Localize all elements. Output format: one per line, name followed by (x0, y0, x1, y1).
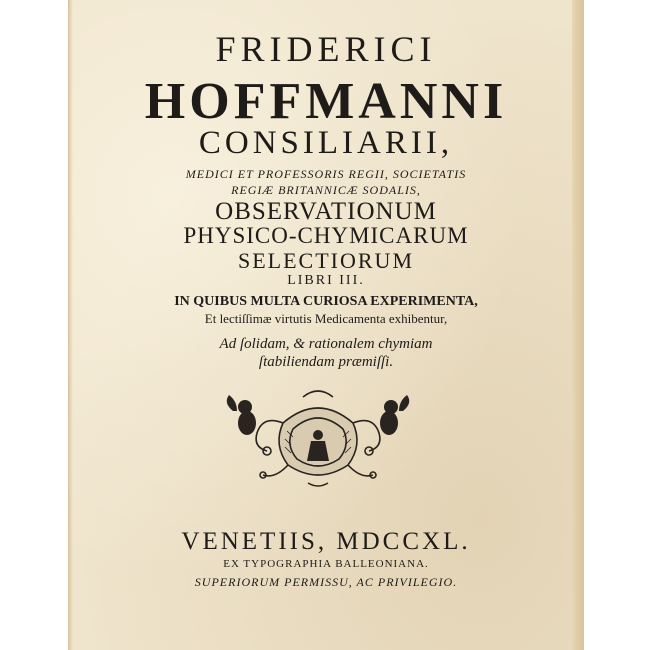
motto-line-1: Ad ſolidam, & rationalem chymiam (219, 336, 433, 352)
imprint-printer: EX TYPOGRAPHIA BALLEONIANA. (223, 558, 429, 570)
subtitle-line-2: Et lectiſſimæ virtutis Medicamenta exhibentur, (204, 311, 448, 326)
subtitle-line-1: IN QUIBUS MULTA CURIOSA EXPERIMENTA, (174, 294, 478, 309)
imprint-privilege: SUPERIORUM PERMISSU, AC PRIVILEGIO. (194, 575, 458, 589)
author-forename: FRIDERICI (215, 29, 437, 69)
work-title-line-3: SELECTIORUM (238, 248, 414, 273)
printers-ornament-icon (223, 385, 413, 490)
author-office: CONSILIARII, (198, 125, 454, 161)
page-fore-edge (572, 0, 584, 650)
books-count: LIBRI III. (287, 273, 365, 288)
author-surname: HOFFMANNI (144, 73, 508, 130)
work-title-line-2: PHYSICO-CHYMICARUM (183, 223, 469, 248)
motto-line-2: ſtabiliendam præmiſſi. (258, 354, 394, 370)
author-titles-line-2: REGIÆ BRITANNICÆ SODALIS, (231, 183, 421, 197)
imprint-place-date: VENETIIS, MDCCXL. (181, 528, 471, 555)
page-gutter-shadow (68, 0, 73, 650)
work-title-line-1: OBSERVATIONUM (215, 198, 437, 225)
title-page (68, 0, 584, 650)
author-titles-line-1: MEDICI ET PROFESSORIS REGII, SOCIETATIS (185, 167, 467, 181)
